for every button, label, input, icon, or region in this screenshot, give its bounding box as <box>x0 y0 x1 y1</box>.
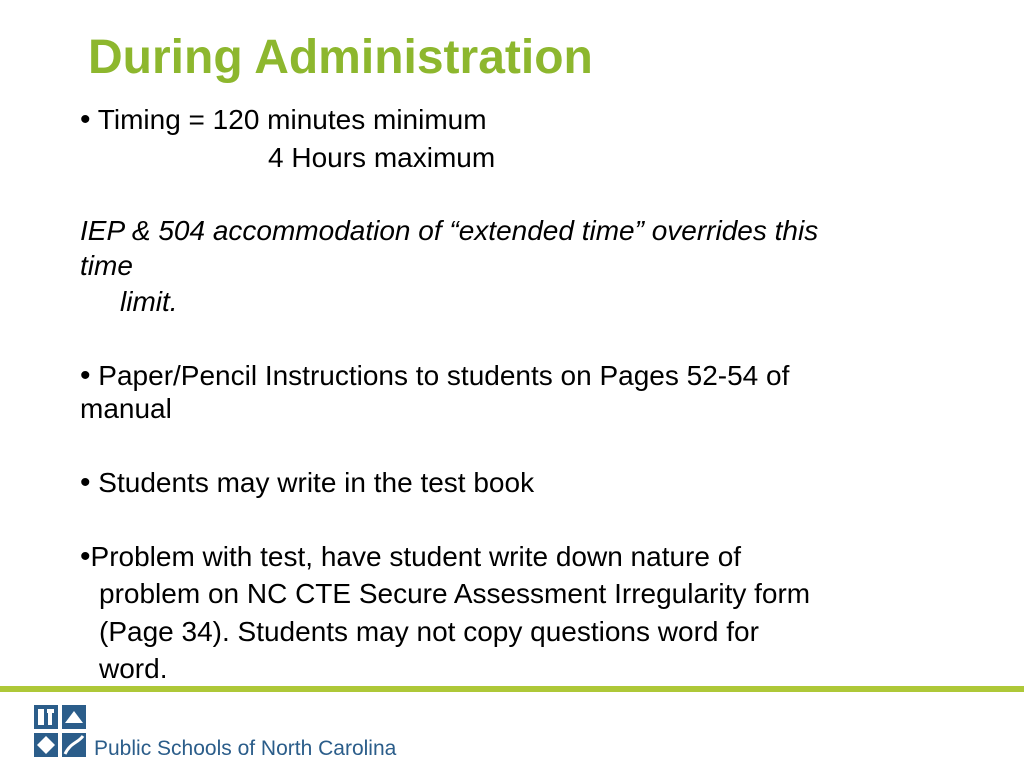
nc-schools-logo-icon <box>34 703 90 757</box>
write-line-1: Students may write in the test book <box>98 467 535 498</box>
bullet-icon: • <box>80 466 91 499</box>
paper-bullet <box>80 359 789 393</box>
timing-line-2: 4 Hours maximum <box>268 142 496 173</box>
iep-line-3: limit. <box>120 286 178 317</box>
bullet-icon: • <box>80 540 91 573</box>
footer-org-name: Public Schools of North Carolina <box>94 737 397 760</box>
paper-line-2: manual <box>80 393 172 424</box>
slide-title: During Administration <box>88 31 593 84</box>
iep-line-1: IEP & 504 accommodation of “extended time” overrides this <box>80 215 819 246</box>
problem-line-2: problem on NC CTE Secure Assessment Irregularity form <box>99 578 811 609</box>
timing-line-1: Timing = 120 minutes minimum <box>97 104 487 135</box>
bullet-icon: • <box>80 359 91 392</box>
problem-line-4: word. <box>99 653 168 684</box>
footer-divider <box>0 686 1024 692</box>
problem-line-3: (Page 34). Students may not copy questions word for <box>99 616 759 647</box>
problem-bullet <box>80 540 741 574</box>
paper-line-1: Paper/Pencil Instructions to students on Pages 52-54 of <box>98 360 790 391</box>
timing-bullet <box>80 103 487 137</box>
bullet-icon: • <box>80 103 91 136</box>
problem-line-1: Problem with test, have student write down nature of <box>90 541 742 572</box>
write-bullet <box>80 466 534 500</box>
iep-line-2: time <box>80 250 133 281</box>
